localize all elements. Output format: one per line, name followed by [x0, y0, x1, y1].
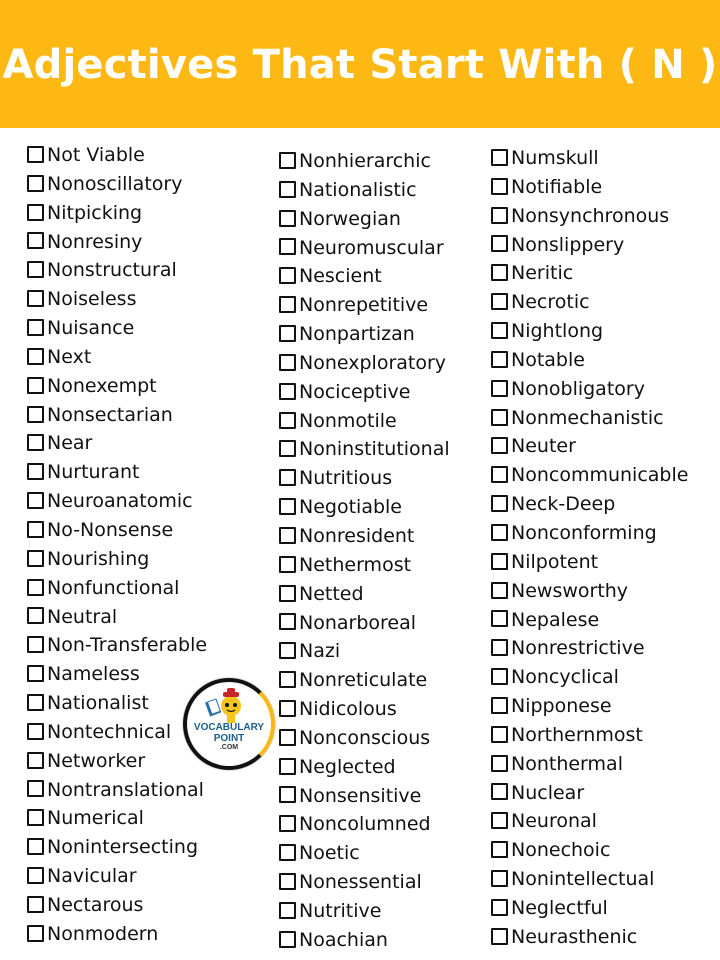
word-label: Nepalese — [511, 608, 600, 631]
word-label: Numskull — [511, 147, 599, 169]
word-label: Neglected — [299, 755, 396, 778]
checkbox-icon — [279, 210, 296, 227]
word-label: Neutral — [47, 605, 118, 628]
word-label: Near — [47, 432, 93, 455]
word-item — [279, 435, 450, 464]
word-item — [279, 378, 450, 407]
title-banner — [0, 0, 720, 128]
word-item — [491, 202, 688, 231]
checkbox-icon — [279, 786, 296, 803]
word-label: Nameless — [47, 663, 140, 686]
word-label: Nonobligatory — [511, 377, 645, 400]
checkbox-icon — [491, 495, 508, 512]
word-label: Nitpicking — [47, 201, 143, 224]
checkbox-icon — [491, 409, 508, 426]
word-label: Noiseless — [47, 288, 137, 311]
word-label: Nonessential — [299, 871, 422, 894]
word-label: Nationalist — [47, 692, 149, 715]
word-label: Nidicolous — [299, 698, 397, 721]
word-label: Nuisance — [47, 317, 135, 340]
checkbox-icon — [279, 700, 296, 717]
checkbox-icon — [27, 694, 44, 711]
word-label: Nonreticulate — [299, 669, 428, 692]
word-item — [279, 609, 450, 638]
checkbox-icon — [491, 466, 508, 483]
checkbox-icon — [279, 642, 296, 659]
word-item — [27, 545, 207, 574]
word-label: Nightlong — [511, 320, 604, 343]
checkbox-icon — [491, 380, 508, 397]
checkbox-icon — [279, 412, 296, 429]
word-label: Neuronal — [511, 810, 597, 833]
word-item — [27, 487, 207, 516]
word-item — [491, 577, 688, 606]
checkbox-icon — [491, 639, 508, 656]
word-item — [27, 689, 207, 718]
checkbox-icon — [27, 434, 44, 451]
word-item — [491, 288, 688, 317]
checkbox-icon — [27, 925, 44, 942]
word-label: Non-Transferable — [47, 634, 208, 657]
checkbox-icon — [279, 267, 296, 284]
checkbox-icon — [491, 207, 508, 224]
word-item — [491, 346, 688, 375]
word-item — [27, 314, 207, 343]
checkbox-icon — [27, 175, 44, 192]
word-item — [279, 407, 450, 436]
checkbox-icon — [27, 665, 44, 682]
checkbox-icon — [279, 527, 296, 544]
word-label: Nonconforming — [511, 521, 657, 544]
page-title: Adjectives That Start With ( N ) — [2, 42, 718, 88]
checkbox-icon — [27, 406, 44, 423]
word-label: Next — [47, 345, 92, 368]
word-label: Numerical — [47, 807, 144, 830]
word-item — [279, 147, 450, 176]
mascot-icon — [187, 682, 271, 726]
logo-text-line-3: .COM — [219, 744, 239, 751]
word-item — [27, 603, 207, 632]
word-item — [491, 259, 688, 288]
word-item — [279, 724, 450, 753]
word-label: Nonmechanistic — [511, 406, 664, 429]
word-label: Neuromuscular — [299, 236, 444, 259]
word-label: Networker — [47, 749, 146, 772]
word-item — [279, 695, 450, 724]
word-item — [27, 891, 207, 920]
word-label: Nonoscillatory — [47, 172, 183, 195]
word-item — [491, 404, 688, 433]
checkbox-icon — [491, 553, 508, 570]
word-label: Nonhierarchic — [299, 150, 431, 172]
checkbox-icon — [491, 437, 508, 454]
word-label: Nonthermal — [511, 752, 623, 775]
word-label: Neck-Deep — [511, 493, 616, 516]
word-item — [27, 862, 207, 891]
word-label: Nonmotile — [299, 409, 397, 432]
word-label: Neritic — [511, 262, 574, 285]
word-item — [491, 634, 688, 663]
word-label: Nonexploratory — [299, 351, 447, 374]
checkbox-icon — [279, 873, 296, 890]
word-label: Nipponese — [511, 695, 612, 718]
word-item — [279, 637, 450, 666]
checkbox-icon — [491, 726, 508, 743]
checkbox-icon — [491, 841, 508, 858]
word-item — [27, 920, 207, 949]
word-label: Nescient — [299, 265, 382, 288]
checkbox-icon — [279, 671, 296, 688]
word-label: Negotiable — [299, 496, 402, 519]
word-item — [491, 606, 688, 635]
word-item — [279, 262, 450, 291]
checkbox-icon — [279, 844, 296, 861]
checkbox-icon — [279, 815, 296, 832]
word-item — [27, 343, 207, 372]
word-label: Nazi — [299, 640, 341, 663]
word-label: Nationalistic — [299, 178, 417, 201]
checkbox-icon — [27, 838, 44, 855]
word-label: Neuter — [511, 435, 576, 458]
word-item — [27, 574, 207, 603]
word-item — [27, 747, 207, 776]
checkbox-icon — [27, 780, 44, 797]
word-item — [279, 810, 450, 839]
word-label: Noncolumned — [299, 813, 431, 836]
checkbox-icon — [279, 152, 296, 169]
word-item — [279, 349, 450, 378]
checkbox-icon — [279, 296, 296, 313]
word-label: Nonslippery — [511, 233, 625, 256]
word-label: Nonpartizan — [299, 323, 415, 346]
word-item — [27, 516, 207, 545]
checkbox-icon — [279, 238, 296, 255]
word-item — [491, 231, 688, 260]
word-item — [491, 807, 688, 836]
word-item — [27, 372, 207, 401]
checkbox-icon — [27, 896, 44, 913]
word-label: Nonmodern — [47, 922, 159, 945]
word-label: Nonfunctional — [47, 576, 180, 599]
checkbox-icon — [27, 463, 44, 480]
checkbox-icon — [279, 469, 296, 486]
word-label: Neglectful — [511, 896, 608, 919]
word-label: Necrotic — [511, 291, 590, 314]
checkbox-icon — [27, 319, 44, 336]
word-item — [279, 753, 450, 782]
word-column-2 — [279, 147, 450, 955]
checkbox-icon — [491, 668, 508, 685]
word-label: Nutritive — [299, 899, 382, 922]
checkbox-icon — [491, 322, 508, 339]
word-item — [279, 580, 450, 609]
word-item — [27, 256, 207, 285]
word-item — [491, 490, 688, 519]
checkbox-icon — [27, 752, 44, 769]
checkbox-icon — [491, 610, 508, 627]
word-item — [491, 663, 688, 692]
word-item — [491, 721, 688, 750]
word-item — [27, 401, 207, 430]
checkbox-icon — [279, 440, 296, 457]
word-item — [27, 776, 207, 805]
word-item — [491, 865, 688, 894]
word-label: Nilpotent — [511, 550, 599, 573]
word-label: Nonrestrictive — [511, 637, 645, 660]
checkbox-icon — [279, 931, 296, 948]
word-label: Navicular — [47, 865, 137, 888]
checkbox-icon — [491, 582, 508, 599]
word-label: Nectarous — [47, 893, 144, 916]
word-item — [27, 660, 207, 689]
checkbox-icon — [491, 264, 508, 281]
checkbox-icon — [279, 354, 296, 371]
word-item — [491, 894, 688, 923]
word-item — [279, 205, 450, 234]
checkbox-icon — [27, 146, 44, 163]
checkbox-icon — [27, 723, 44, 740]
word-label: Nourishing — [47, 547, 150, 570]
word-label: Notable — [511, 348, 585, 371]
word-item — [27, 631, 207, 660]
word-label: Nethermost — [299, 553, 412, 576]
word-label: Nonechoic — [511, 839, 611, 862]
word-label: Nonarboreal — [299, 611, 417, 634]
checkbox-icon — [491, 149, 508, 166]
checkbox-icon — [279, 383, 296, 400]
word-label: Nonintersecting — [47, 836, 199, 859]
word-label: Noncyclical — [511, 666, 619, 689]
word-label: Nonsectarian — [47, 403, 173, 426]
word-item — [491, 317, 688, 346]
word-item — [279, 897, 450, 926]
checkbox-icon — [279, 325, 296, 342]
word-item — [279, 782, 450, 811]
checkbox-icon — [491, 524, 508, 541]
word-item — [491, 432, 688, 461]
word-item — [27, 170, 207, 199]
word-label: Nonstructural — [47, 259, 177, 282]
word-label: Neuroanatomic — [47, 490, 193, 513]
checkbox-icon — [279, 585, 296, 602]
word-item — [27, 429, 207, 458]
checkbox-icon — [491, 293, 508, 310]
checkbox-icon — [27, 607, 44, 624]
word-item — [27, 141, 207, 170]
word-label: Nonsynchronous — [511, 204, 670, 227]
word-item — [491, 750, 688, 779]
word-label: Nonresiny — [47, 230, 143, 253]
word-item — [279, 234, 450, 263]
checkbox-icon — [27, 809, 44, 826]
checkbox-icon — [279, 729, 296, 746]
word-item — [491, 461, 688, 490]
word-item — [279, 291, 450, 320]
checkbox-icon — [491, 783, 508, 800]
checkbox-icon — [27, 867, 44, 884]
word-item — [279, 522, 450, 551]
checkbox-icon — [27, 636, 44, 653]
checkbox-icon — [27, 377, 44, 394]
word-label: Nutritious — [299, 467, 393, 490]
word-item — [27, 458, 207, 487]
word-item — [279, 493, 450, 522]
checkbox-icon — [491, 899, 508, 916]
word-label: Newsworthy — [511, 579, 629, 602]
word-item — [491, 836, 688, 865]
checkbox-icon — [27, 550, 44, 567]
word-label: Notifiable — [511, 175, 603, 198]
word-item — [27, 833, 207, 862]
logo-text-line-1: VOCABULARY — [193, 722, 265, 733]
checkbox-icon — [491, 928, 508, 945]
checkbox-icon — [27, 290, 44, 307]
word-column-1 — [27, 141, 207, 949]
word-label: Nonconscious — [299, 726, 431, 749]
checkbox-icon — [279, 902, 296, 919]
word-item — [27, 285, 207, 314]
word-item — [279, 666, 450, 695]
word-label: Norwegian — [299, 207, 401, 230]
checkbox-icon — [27, 261, 44, 278]
logo-text-line-2: POINT — [213, 733, 245, 744]
word-label: Not Viable — [47, 144, 145, 166]
word-item — [491, 144, 688, 173]
checkbox-icon — [27, 232, 44, 249]
word-label: Neurasthenic — [511, 925, 638, 948]
word-column-3 — [491, 144, 688, 952]
word-label: Nonsensitive — [299, 784, 422, 807]
word-item — [491, 548, 688, 577]
checkbox-icon — [491, 697, 508, 714]
checkbox-icon — [27, 492, 44, 509]
word-item — [279, 320, 450, 349]
word-item — [491, 779, 688, 808]
word-item — [491, 692, 688, 721]
word-item — [279, 176, 450, 205]
word-label: Nuclear — [511, 781, 585, 804]
word-item — [27, 228, 207, 257]
word-label: Nurturant — [47, 461, 140, 484]
checkbox-icon — [491, 870, 508, 887]
word-item — [279, 926, 450, 955]
checkbox-icon — [27, 521, 44, 538]
word-item — [491, 173, 688, 202]
word-label: Nonexempt — [47, 374, 157, 397]
word-item — [491, 519, 688, 548]
word-label: Northernmost — [511, 723, 643, 746]
word-label: Noachian — [299, 928, 388, 951]
word-item — [279, 868, 450, 897]
word-item — [27, 804, 207, 833]
word-label: Netted — [299, 582, 364, 605]
word-label: Nociceptive — [299, 380, 411, 403]
checkbox-icon — [491, 812, 508, 829]
word-item — [27, 718, 207, 747]
word-label: Nonintellectual — [511, 868, 655, 891]
checkbox-icon — [491, 351, 508, 368]
checkbox-icon — [27, 204, 44, 221]
checkbox-icon — [491, 178, 508, 195]
word-label: Noninstitutional — [299, 438, 450, 461]
word-label: Noetic — [299, 842, 360, 865]
word-label: Nonrepetitive — [299, 294, 429, 317]
word-label: No-Nonsense — [47, 518, 174, 541]
checkbox-icon — [27, 579, 44, 596]
checkbox-icon — [279, 556, 296, 573]
vocabulary-point-logo — [183, 678, 275, 770]
word-item — [279, 551, 450, 580]
checkbox-icon — [491, 755, 508, 772]
checkbox-icon — [279, 181, 296, 198]
word-label: Nontranslational — [47, 778, 204, 801]
checkbox-icon — [491, 235, 508, 252]
checkbox-icon — [27, 348, 44, 365]
checkbox-icon — [279, 498, 296, 515]
word-item — [279, 464, 450, 493]
word-label: Nonresident — [299, 524, 415, 547]
word-item — [491, 375, 688, 404]
word-label: Noncommunicable — [511, 464, 689, 487]
word-item — [491, 923, 688, 952]
word-item — [27, 199, 207, 228]
checkbox-icon — [279, 613, 296, 630]
word-label: Nontechnical — [47, 720, 172, 743]
checkbox-icon — [279, 758, 296, 775]
word-item — [279, 839, 450, 868]
